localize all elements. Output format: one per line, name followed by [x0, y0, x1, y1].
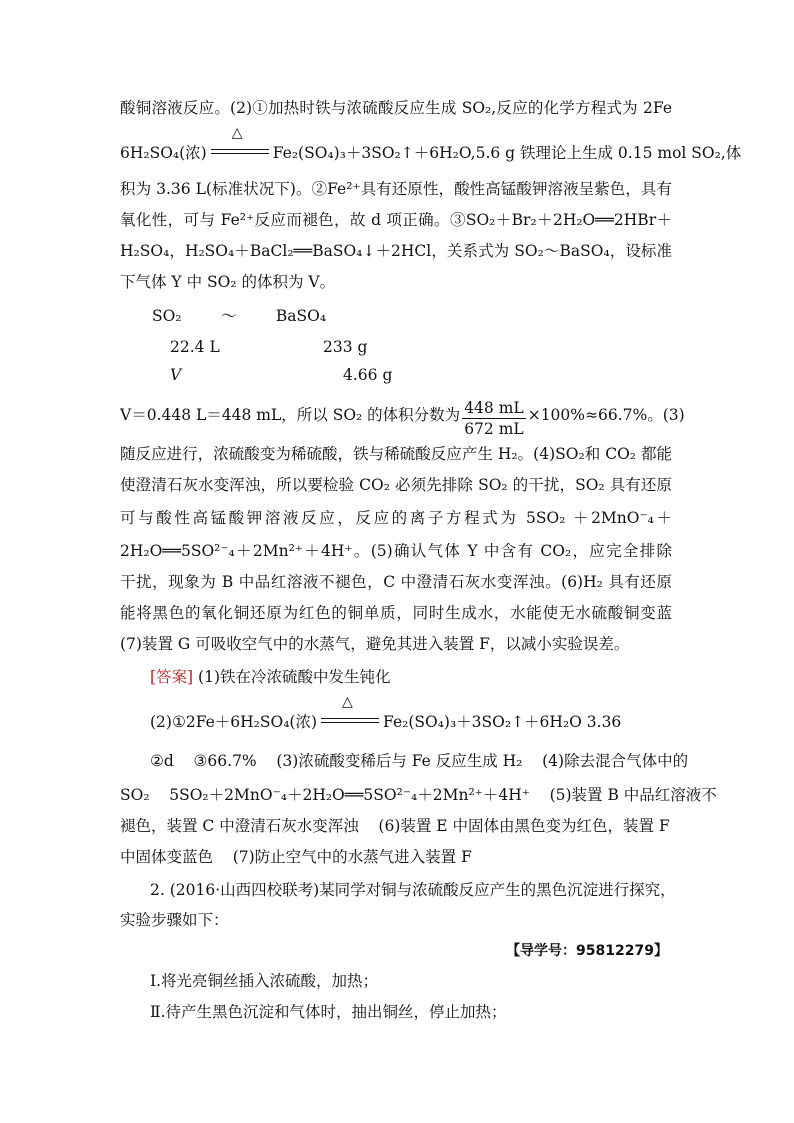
text-line: 氧化性，可与 Fe²⁺反应而褪色，故 d 项正确。③SO₂＋Br₂＋2H₂O══2HBr＋: [120, 211, 672, 229]
relation-left-value: V: [170, 366, 182, 384]
fraction-tail-text: ×100%≈66.7%。(3): [527, 406, 685, 424]
answer-tag: [答案]: [150, 668, 194, 686]
answer-reactants: (2)①2Fe＋6H₂SO₄(浓): [150, 713, 318, 731]
answer-line: SO₂ 5SO₂＋2MnO⁻₄＋2H₂O══5SO²⁻₄＋2Mn²⁺＋4H⁺ (5)装置 B 中品红溶液不: [120, 786, 717, 804]
heating-condition-sign: △: [211, 140, 269, 162]
fraction-numerator: 448 mL: [464, 399, 524, 417]
products-text: Fe₂(SO₄)₃＋3SO₂↑＋6H₂O,5.6 g 铁理论上生成 0.15 mol SO₂,体: [272, 144, 742, 162]
text-line: 使澄清石灰水变浑浊，所以要检验 CO₂ 必须先排除 SO₂ 的干扰，SO₂ 具有还原: [120, 476, 672, 494]
question-heading: 2. (2016·山西四校联考)某同学对铜与浓硫酸反应产生的黑色沉淀进行探究，: [150, 881, 676, 899]
text-line: 下气体 Y 中 SO₂ 的体积为 V。: [120, 273, 336, 291]
fraction-lead-text: V＝0.448 L＝448 mL，所以 SO₂ 的体积分数为: [120, 406, 461, 424]
text-line: (7)装置 G 可吸收空气中的水蒸气，避免其进入装置 F，以减小实验误差。: [120, 635, 630, 653]
answer-line: ②d ③66.7% (3)浓硫酸变稀后与 Fe 反应生成 H₂ (4)除去混合气体中的: [150, 752, 689, 770]
text-line: 酸铜溶液反应。(2)①加热时铁与浓硫酸反应生成 SO₂,反应的化学方程式为 2Fe: [120, 99, 672, 117]
guide-number-label: 【导学号：95812279】: [506, 943, 668, 959]
text-line: 能将黑色的氧化铜还原为红色的铜单质，同时生成水，水能使无水硫酸铜变蓝: [120, 604, 672, 622]
answer-products: Fe₂(SO₄)₃＋3SO₂↑＋6H₂O 3.36: [383, 713, 622, 731]
equation-line: [120, 125, 742, 164]
text-line: 2H₂O══5SO²⁻₄＋2Mn²⁺＋4H⁺。(5)确认气体 Y 中含有 CO₂，应完全排除: [120, 542, 672, 560]
question-text: 实验步骤如下：: [120, 911, 229, 929]
relation-right-value: 4.66 g: [343, 366, 393, 384]
answer-line: 褪色，装置 C 中澄清石灰水变浑浊 (6)装置 E 中固体由黑色变为红色，装置 F: [120, 817, 670, 835]
volume-fraction: [462, 398, 526, 439]
answer-equation-line: [150, 694, 622, 733]
answer-text: (1)铁在冷浓硫酸中发生钝化: [198, 668, 391, 686]
text-line: 积为 3.36 L(标准状况下)。②Fe²⁺具有还原性，酸性高锰酸钾溶液呈紫色，具有: [120, 180, 672, 198]
fraction-line: [120, 398, 685, 439]
answer-line: 中固体变蓝色 (7)防止空气中的水蒸气进入装置 F: [120, 848, 472, 866]
heating-condition-sign: △: [321, 709, 379, 731]
answer-line: [150, 666, 391, 688]
text-line: 随反应进行，浓硫酸变为稀硫酸，铁与稀硫酸反应产生 H₂。(4)SO₂和 CO₂ 都能: [120, 445, 672, 463]
relation-left-value: 22.4 L: [170, 338, 220, 356]
relation-header: SO₂ ～ BaSO₄: [152, 307, 327, 325]
text-line: H₂SO₄，H₂SO₄＋BaCl₂══BaSO₄↓＋2HCl，关系式为 SO₂～BaSO₄，设标准: [120, 242, 672, 260]
text-line: 干扰，现象为 B 中品红溶液不褪色，C 中澄清石灰水变浑浊。(6)H₂ 具有还原: [120, 573, 672, 591]
fraction-denominator: 672 mL: [464, 420, 524, 438]
text-line: 可与酸性高锰酸钾溶液反应，反应的离子方程式为 5SO₂ ＋2MnO⁻₄＋: [120, 509, 672, 527]
step-item: Ⅱ.待产生黑色沉淀和气体时，抽出铜丝，停止加热；: [150, 1003, 507, 1021]
reactants: 6H₂SO₄(浓): [120, 144, 207, 162]
step-item: Ⅰ.将光亮铜丝插入浓硫酸，加热；: [150, 972, 379, 990]
relation-right-value: 233 g: [323, 338, 368, 356]
